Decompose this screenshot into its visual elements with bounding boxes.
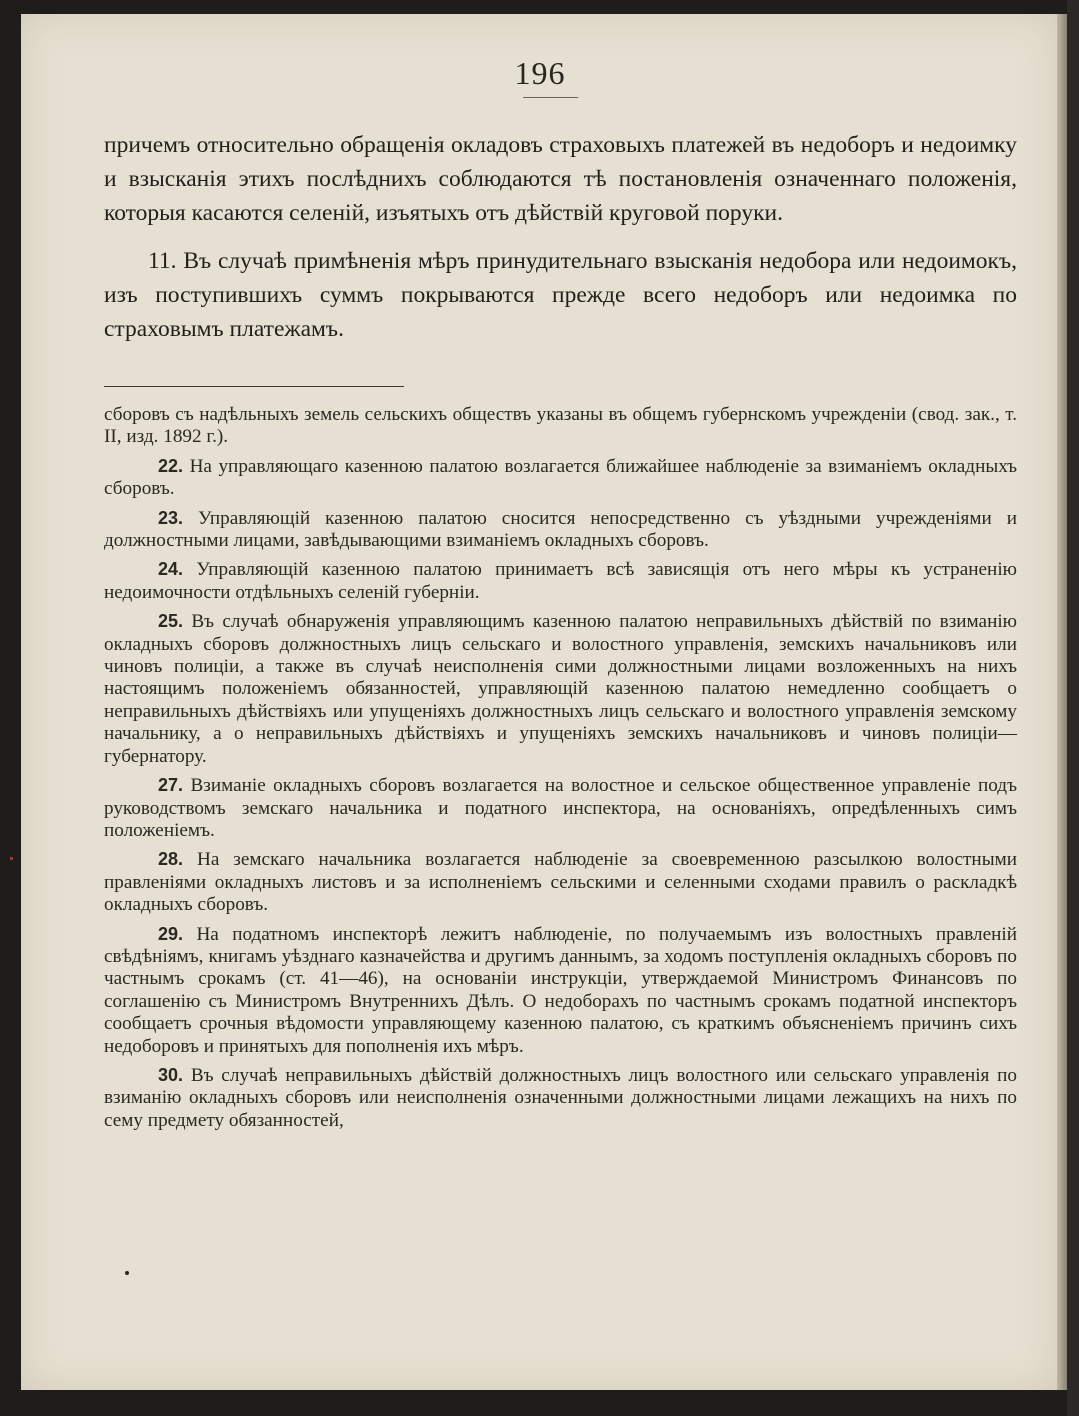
margin-mark — [10, 857, 13, 860]
article-27 — [104, 774, 1017, 842]
article-text: На податномъ инспекторѣ лежитъ наблюденіе, по получаемымъ изъ волостныхъ правленій свѣдѣніямъ, книгамъ уѣзднаго казначейства и другимъ даннымъ, за ходомъ поступленія окладныхъ сборовъ по частнымъ срокамъ (ст. 41—46), на основаніи инструкціи, утверждаемой Министромъ Финансовъ по соглашенію съ Министромъ Внутреннихъ Дѣлъ. О недоборахъ по частнымъ срокамъ податной инспекторъ сообщаетъ срочныя вѣдомости управляющему казенною палатою, съ краткимъ объясненіемъ причинъ сихъ недоборовъ и принятыхъ для пополненія ихъ мѣръ. — [104, 923, 1017, 1057]
article-22 — [104, 455, 1017, 501]
article-28 — [104, 848, 1017, 916]
article-25 — [104, 610, 1017, 768]
scan-edge — [1067, 0, 1079, 1416]
article-text: Взиманіе окладныхъ сборовъ возлагается на волостное и сельское общественное управленіе подъ руководствомъ земскаго начальника и податного инспектора, на основаніяхъ, опредѣленныхъ симъ положеніемъ. — [104, 775, 1017, 841]
article-number: 27. — [158, 775, 184, 796]
article-number: 28. — [158, 849, 184, 870]
article-number: 23. — [158, 507, 184, 528]
page-number: 196 — [514, 55, 566, 91]
article-29 — [104, 923, 1017, 1058]
page-gutter — [1057, 14, 1067, 1390]
article-number: 24. — [158, 559, 184, 580]
note-intro: сборовъ съ надѣльныхъ земель сельскихъ обществъ указаны въ общемъ губернскомъ учрежденіи (свод. зак., т. II, изд. 1892 г.). — [104, 404, 1017, 448]
article-number: 30. — [158, 1064, 184, 1085]
article-number: 11. — [148, 248, 177, 274]
article-text: На земскаго начальника возлагается наблюденіе за своевременною разсылкою волостными правленіями окладныхъ листовъ и за исполненіемъ сельскими и селенными сходами правилъ о раскладкѣ окладныхъ сборовъ. — [104, 849, 1017, 916]
article-text: Въ случаѣ обнаруженія управляющимъ казенною палатою неправильныхъ дѣйствій по взиманію окладныхъ сборовъ должностныхъ лицъ сельскаго и волостного управленія, земскихъ начальниковъ или чиновъ полиціи, а также въ случаѣ неисполненія сими должностными лицами возложенныхъ на нихъ настоящимъ положеніемъ обязанностей, управляющій казенною палатою немедленно сообщаетъ о неправильныхъ дѣйствіяхъ или упущеніяхъ должностныхъ лицъ сельскаго и волостного управленія земскому начальнику, а о неправильныхъ дѣйствіяхъ и упущеніяхъ земскихъ начальниковъ и чиновъ полиціи—губернатору. — [104, 611, 1018, 767]
article-text: Управляющій казенною палатою принимаетъ всѣ зависящія отъ него мѣры къ устраненію недоимочности отдѣльныхъ селеній губерніи. — [104, 559, 1017, 603]
article-23 — [104, 507, 1017, 553]
article-30 — [104, 1064, 1017, 1132]
footnote-separator — [104, 386, 404, 387]
article-number: 22. — [158, 455, 184, 476]
main-text — [104, 128, 1017, 346]
article-24 — [104, 558, 1017, 604]
article-number: 29. — [158, 923, 184, 944]
article-text: Въ случаѣ примѣненія мѣръ принудительнаго взысканія недобора или недоимокъ, изъ поступившихъ суммъ покрываются прежде всего недоборъ или недоимка по страховымъ платежамъ. — [104, 248, 1017, 342]
main-paragraph-1: причемъ относительно обращенія окладовъ страховыхъ платежей въ недоборъ и недоимку и взысканія этихъ послѣднихъ соблюдаются тѣ постановленія означеннаго положенія, которыя касаются селеній, изъятыхъ отъ дѣйствій круговой поруки. — [104, 132, 1017, 226]
article-number: 25. — [158, 611, 184, 632]
ink-speck — [125, 1271, 129, 1275]
footnote-text — [104, 404, 1017, 1138]
main-paragraph-2 — [104, 244, 1017, 346]
article-text: Въ случаѣ неправильныхъ дѣйствій должностныхъ лицъ волостного или сельскаго управленія по взиманію окладныхъ сборовъ или неисполненія означенными должностными лицами лежащихъ на нихъ по сему предмету обязанностей, — [104, 1064, 1018, 1131]
page-number-rule — [523, 97, 578, 98]
article-text: На управляющаго казенною палатою возлагается ближайшее наблюденіе за взиманіемъ окладныхъ сборовъ. — [104, 455, 1018, 500]
article-text: Управляющій казенною палатою сносится непосредственно съ уѣздными учрежденіями и должностными лицами, завѣдывающими взиманіемъ окладныхъ сборовъ. — [104, 507, 1017, 552]
